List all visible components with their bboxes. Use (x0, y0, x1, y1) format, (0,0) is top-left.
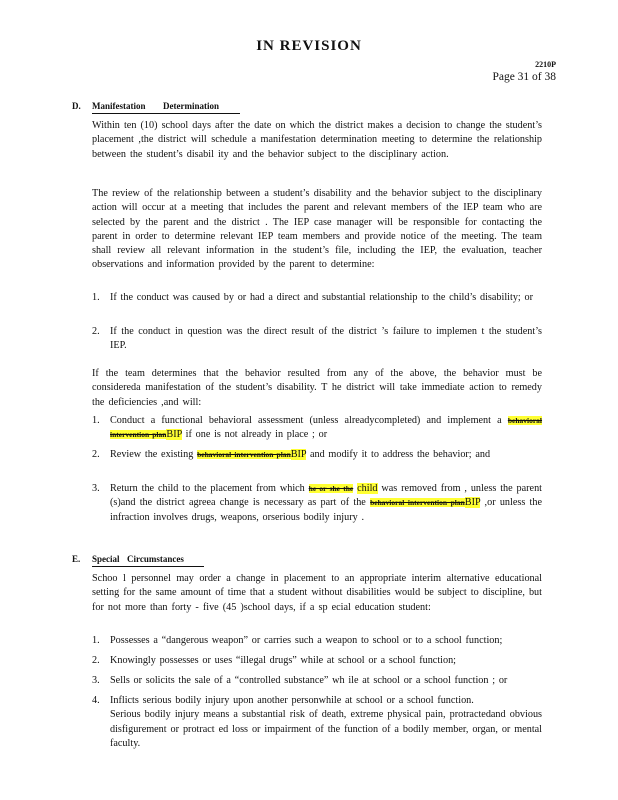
circumstance-item-2 (92, 654, 542, 668)
action-item-2 (92, 448, 542, 462)
list-number: 1. (92, 292, 100, 303)
inserted-text: child (357, 483, 378, 494)
deleted-text: behavioral intervention plan (197, 450, 291, 459)
list-number: 2. (92, 326, 100, 337)
action-text: was removed from , unless the parent (s)and the district agreea change is necessary as part of the (110, 483, 543, 509)
section-d-title-part2: Determination (163, 101, 219, 111)
deleted-text: he or she the (308, 484, 354, 493)
action-text: Conduct a functional behavioral assessment (unless alreadycompleted) and implement a (110, 415, 502, 426)
list-number: 4. (92, 695, 100, 706)
section-d-letter: D. (72, 101, 81, 111)
section-e-underline (92, 566, 204, 567)
section-e-letter: E. (72, 554, 81, 564)
list-text: Possesses a “dangerous weapon” or carries such a weapon to school or to a school function; (110, 635, 503, 646)
list-text-continued: Serious bodily injury means a substantial risk of death, extreme physical pain, protractedand obvious disfigurement or protract ed loss or impairment of the function of a bodily member, organ, or mental faculty. (110, 709, 542, 749)
action-text: Return the child to the placement from which (110, 483, 305, 494)
list-number: 2. (92, 655, 100, 666)
circumstance-item-3 (92, 674, 542, 688)
list-number: 2. (92, 449, 100, 460)
section-d-paragraph-1: Within ten (10) school days after the date on which the district makes a decision to change the student’s placement ,the district will schedule a manifestation determination meeting to determine the relationship between the student’s disabil ity and the behavior subject to the disciplinary action. (92, 120, 542, 160)
action-item-3 (92, 482, 542, 525)
action-text: ,or unless the infraction involves drugs, weapons, orserious bodily injury . (110, 497, 543, 523)
list-number: 1. (92, 635, 100, 646)
page-number: Page 31 of 38 (492, 71, 556, 83)
action-text: if one is not already in place ; or (185, 429, 328, 441)
page-title: IN REVISION (256, 38, 362, 54)
section-e-title-part2: Circumstances (127, 554, 184, 564)
list-number: 3. (92, 675, 100, 686)
inserted-text: BIP (290, 449, 307, 460)
section-e-paragraph-1: Schoo l personnel may order a change in placement to an appropriate interim alternative educational setting for the same amount of time that a student without disabilities would be subject to discipline, but for not more than forty - five (45 )school days, if a sp ecial education student: (92, 573, 542, 613)
list-text: Knowingly possesses or uses “illegal drugs” while at school or a school function; (110, 655, 457, 666)
section-d-paragraph-2: The review of the relationship between a student’s disability and the behavior subject to the disciplinary action will occur at a meeting that includes the parent and relevant members of the IEP team who are selected by the parent and the district . The IEP case manager will be responsible for contacting the parent in order to determine relevant IEP team members and provide notice of the meeting. The team shall review all relevant information in the student’s file, including the IEP, the evaluation, teacher observations and information provided by the parent to determine: (92, 188, 542, 271)
section-d-underline (92, 113, 240, 114)
section-d-paragraph-3: If the team determines that the behavior resulted from any of the above, the behavior must be considereda manifestation of the student’s disability. T he district will take immediate action to remedy the deficiencies ,and will: (92, 368, 542, 408)
section-d-title-part1: Manifestation (92, 101, 146, 111)
criteria-item-2 (92, 325, 542, 354)
list-text: If the conduct was caused by or had a direct and substantial relationship to the child’s disability; or (110, 292, 533, 303)
inserted-text: BIP (464, 497, 481, 509)
deleted-text: behavioral intervention plan (110, 416, 543, 440)
criteria-item-1 (92, 291, 542, 305)
action-text: Review the existing (110, 449, 194, 460)
deleted-text: behavioral intervention plan (370, 498, 465, 508)
inserted-text: BIP (166, 429, 182, 441)
list-text: Inflicts serious bodily injury upon another personwhile at school or a school function. (110, 695, 474, 706)
list-text: Sells or solicits the sale of a “controlled substance” wh ile at school or a school function ; or (110, 675, 508, 686)
list-number: 1. (92, 415, 100, 426)
policy-number: 2210P (535, 60, 556, 69)
action-item-1 (92, 414, 542, 443)
section-e-title-part1: Special (92, 554, 120, 564)
list-number: 3. (92, 483, 100, 494)
list-text: If the conduct in question was the direct result of the district ’s failure to implemen t the student’s IEP. (110, 326, 542, 352)
circumstance-item-1 (92, 634, 542, 648)
action-text: and modify it to address the behavior; and (309, 449, 491, 460)
circumstance-item-4 (92, 694, 542, 751)
